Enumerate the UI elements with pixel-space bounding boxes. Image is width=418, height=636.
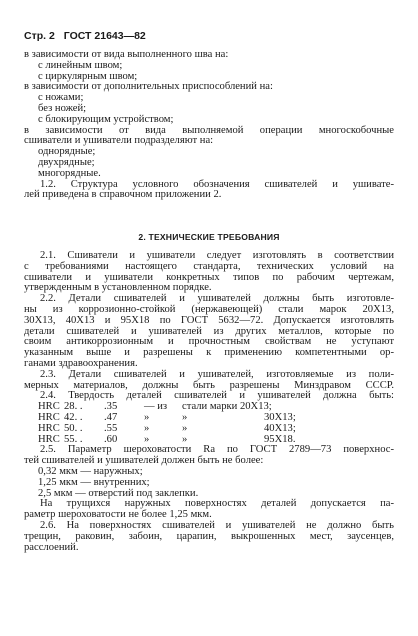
text-line: двухрядные;	[38, 156, 95, 168]
text-line: с линейным швом;	[38, 59, 123, 71]
text-line: без ножей;	[38, 102, 87, 114]
text-line: сшиватели и ушиватели конкретных типов по рабочим чертежам,	[24, 271, 394, 283]
hrc-low: 42. .	[64, 411, 83, 423]
text-line: с ножами;	[38, 92, 84, 104]
text-line: 2.6. На поверхностях сшивателей и ушивателей не должно быть	[40, 519, 394, 531]
text-line: 2.2. Детали сшивателей и ушивателей должны быть изготовле-	[40, 293, 394, 305]
text-line: 30Х13, 40Х13 и 95Х18 по ГОСТ 5632—72. Допускается изготовлять	[24, 314, 394, 326]
hrc-ditto: »	[182, 411, 188, 423]
hrc-label: HRC	[38, 401, 60, 413]
hrc-ditto: »	[144, 433, 150, 445]
hrc-high: .35	[104, 401, 118, 413]
standard-number: ГОСТ 21643—82	[63, 30, 146, 42]
text-line: 0,32 мкм — наружных;	[38, 465, 143, 477]
hrc-ditto: »	[182, 433, 188, 445]
text-line: 2.3. Детали сшивателей и ушивателей, изготовляемые из поли-	[40, 368, 394, 380]
text-line: тей сшивателей и ушивателей должен быть не более:	[24, 455, 264, 467]
text-line: однорядные;	[38, 146, 96, 158]
text-line: с блокирующим устройством;	[38, 113, 174, 125]
text-line: трещин, раковин, забоин, царапин, выкрошенных мест, заусенцев,	[24, 530, 394, 542]
text-line: мерных материалов, должны быть разрешены Минздравом СССР.	[24, 379, 394, 391]
text-line: в зависимости от вида выполненного шва на:	[24, 49, 229, 60]
hrc-word: — из	[144, 401, 168, 413]
hrc-grade: 40Х13;	[264, 422, 296, 434]
classification-list	[24, 50, 394, 201]
text-line: На трущихся наружных поверхностях деталей допускается па-	[40, 498, 394, 510]
hrc-low: 28. .	[64, 401, 83, 413]
hrc-high: .55	[104, 422, 118, 434]
hrc-grade: 30Х13;	[264, 411, 296, 423]
text-line: указанным выше и разрешены к применению компетентными ор-	[24, 347, 394, 359]
text-line: детали сшивателей и ушивателей из других металлов, которые по	[24, 325, 394, 337]
hrc-grade: 95Х18.	[264, 433, 296, 445]
hrc-ditto: »	[144, 422, 150, 434]
page-header	[24, 30, 146, 42]
hrc-label: HRC	[38, 433, 60, 445]
text-line: с циркулярным швом;	[38, 70, 138, 82]
hrc-label: HRC	[38, 422, 60, 434]
text-line: своим антикоррозионным и прочностным свойствам не уступают	[24, 336, 394, 348]
text-line: ганами здравоохранения.	[24, 357, 138, 369]
hrc-material: стали марки 20Х13;	[182, 401, 272, 413]
text-line: 2.4. Твердость деталей сшивателей и ушивателей должна быть:	[40, 390, 394, 402]
text-line: многорядные.	[38, 167, 101, 179]
text-line: сшиватели и ушиватели подразделяют на:	[24, 135, 214, 147]
hrc-ditto: »	[182, 422, 188, 434]
page-number: Стр. 2	[24, 30, 55, 42]
text-line: 1,25 мкм — внутренних;	[38, 476, 150, 488]
text-line: 1.2. Структура условного обозначения сшивателей и ушивате-	[40, 178, 394, 190]
text-line: лей приведена в справочном приложении 2.	[24, 189, 222, 201]
text-line: 2.5. Параметр шероховатости Ra по ГОСТ 2789—73 поверхнос-	[40, 444, 394, 456]
text-line: утвержденным в установленном порядке.	[24, 282, 212, 294]
hrc-low: 50. .	[64, 422, 83, 434]
hrc-label: HRC	[38, 411, 60, 423]
hrc-high: .60	[104, 433, 118, 445]
hardness-row	[24, 424, 394, 435]
text-line: расслоений.	[24, 541, 79, 553]
text-line: 2.1. Сшиватели и ушиватели следует изготовлять в соответствии	[40, 250, 394, 261]
text-line: с требованиями настоящего стандарта, технических условий на	[24, 260, 394, 272]
text-line: раметр шероховатости не более 1,25 мкм.	[24, 509, 212, 521]
requirements-body	[24, 251, 394, 553]
hrc-ditto: »	[144, 411, 150, 423]
text-line: 2,5 мкм — отверстий под заклепки.	[38, 487, 199, 499]
section-title: 2. ТЕХНИЧЕСКИЕ ТРЕБОВАНИЯ	[138, 232, 280, 242]
hrc-low: 55. .	[64, 433, 83, 445]
text-line: в зависимости от вида выполняемой операции многоскобочные	[24, 124, 394, 136]
hrc-high: .47	[104, 411, 118, 423]
text-line: в зависимости от дополнительных приспособлений на:	[24, 81, 273, 93]
text-line: ны из коррозионно-стойкой (нержавеющей) стали марок 20Х13,	[24, 303, 394, 315]
